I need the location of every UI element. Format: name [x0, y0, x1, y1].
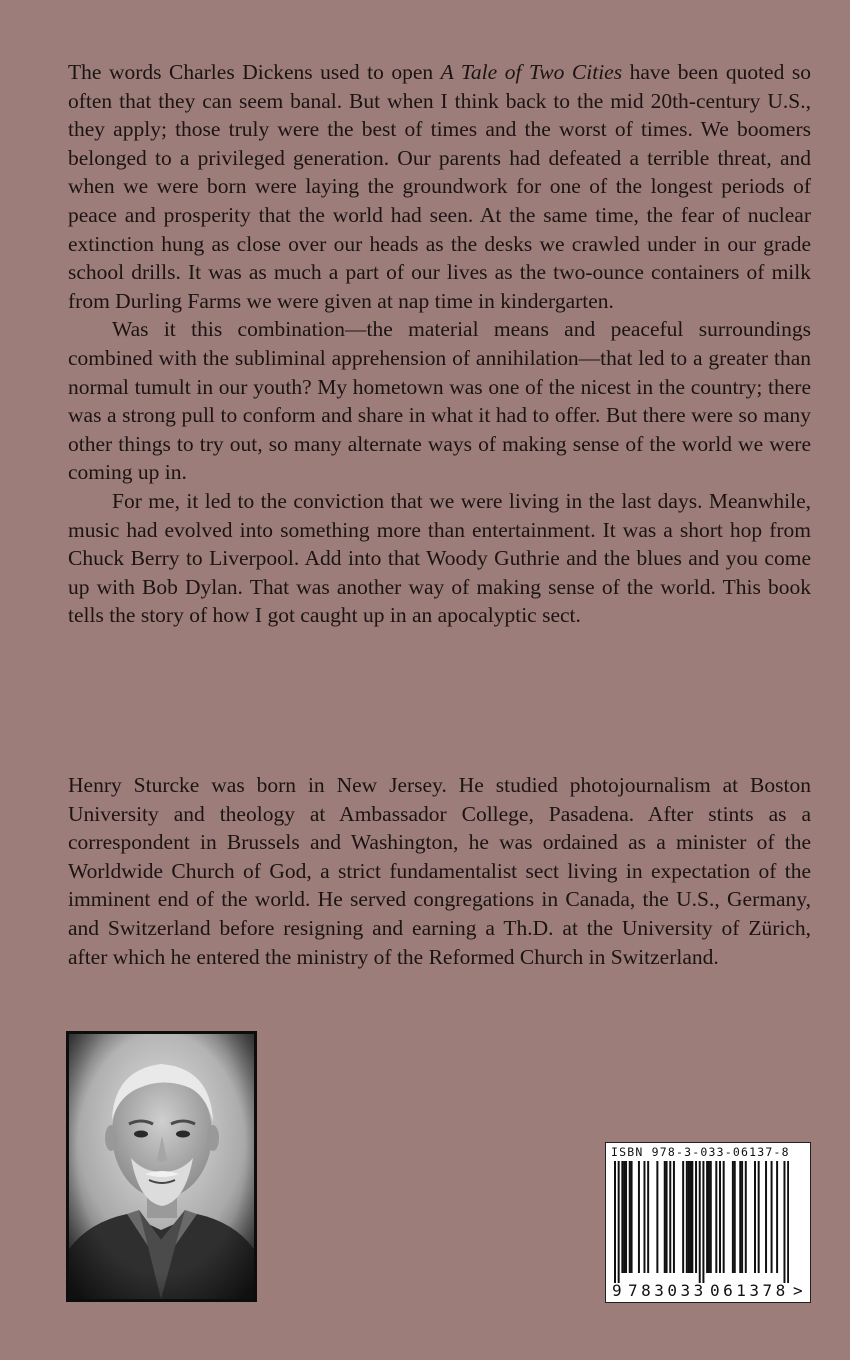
barcode-bar-39: [783, 1161, 785, 1283]
barcode-bar-32: [741, 1161, 743, 1273]
blurb-paragraph-3: For me, it led to the conviction that we were living in the last days. Meanwhile, music had evolved into something more than entertainment. It was a short hop from Chuck Berry to Liverpool. Add into that Woody Guthrie and the blues and you come up with Bob Dylan. That was another way of making sense of the world. This book tells the story of how I got caught up in an apocalyptic sect.: [68, 488, 811, 628]
barcode-bar-1: [618, 1161, 620, 1283]
book-title-reference: A Tale of Two Cities: [440, 60, 623, 84]
barcode-bar-26: [715, 1161, 717, 1273]
author-portrait-image: [69, 1034, 254, 1299]
barcode-bar-12: [666, 1161, 668, 1273]
barcode-bar-24: [708, 1161, 710, 1273]
barcode-bar-4: [625, 1161, 627, 1273]
barcode-bar-17: [688, 1161, 690, 1273]
barcode-bar-3: [623, 1161, 625, 1273]
barcode-bar-14: [673, 1161, 675, 1273]
barcode-bar-5: [629, 1161, 631, 1273]
barcode-bar-11: [664, 1161, 666, 1273]
barcode-bar-0: [614, 1161, 616, 1283]
barcode-digit-first: 9: [612, 1281, 622, 1300]
barcode-bar-20: [695, 1161, 697, 1273]
barcode-bars: [614, 1161, 789, 1283]
barcode-bar-29: [732, 1161, 734, 1273]
author-bio: [68, 771, 811, 971]
barcode-bar-13: [669, 1161, 671, 1273]
barcode-bar-34: [754, 1161, 756, 1273]
barcode-digits-left: 783033: [628, 1281, 707, 1300]
barcode-bar-40: [787, 1161, 789, 1283]
barcode-bar-35: [758, 1161, 760, 1273]
barcode-bar-16: [686, 1161, 688, 1273]
barcode-bar-9: [647, 1161, 649, 1273]
barcode-bar-22: [702, 1161, 704, 1283]
barcode-bar-8: [643, 1161, 645, 1273]
barcode-bar-30: [734, 1161, 736, 1273]
barcode-bar-28: [723, 1161, 725, 1273]
barcode-digits-right: 061378: [710, 1281, 789, 1300]
barcode-bar-7: [638, 1161, 640, 1273]
blurb-p1-rest: have been quoted so often that they can seem banal. But when I think back to the mid 20th-century U.S., they apply; those truly were the best of times and the worst of times. We boomers belonged to a privileged generation. Our parents had defeated a terrible threat, and when we were born were laying the groundwork for one of the longest periods of peace and prosperity that the world had seen. At the same time, the fear of nuclear extinction hung as close over our heads as the desks we crawled under in our grade school drills. It was as much a part of our lives as the two-ounce containers of milk from Durling Farms we were given at nap time in kindergarten.: [68, 60, 811, 313]
barcode-bar-25: [710, 1161, 712, 1273]
blurb-paragraph-1: [68, 58, 811, 315]
barcode-bar-38: [776, 1161, 778, 1273]
barcode-bar-33: [745, 1161, 747, 1273]
barcode-bar-23: [706, 1161, 708, 1273]
barcode-bar-21: [699, 1161, 701, 1283]
author-photo: [66, 1031, 257, 1302]
barcode-bar-19: [691, 1161, 693, 1273]
barcode-bar-2: [621, 1161, 623, 1273]
barcode-bar-31: [739, 1161, 741, 1273]
barcode-bar-6: [631, 1161, 633, 1273]
barcode-bar-10: [656, 1161, 658, 1273]
blurb-paragraph-2: Was it this combination—the material means and peaceful surroundings combined with the subliminal apprehension of annihilation—that led to a greater than normal tumult in our youth? My hometown was one of the nicest in the country; there was a strong pull to conform and share in what it had to offer. But there were so many other things to try out, so many alternate ways of making sense of the world we were coming up in.: [68, 317, 811, 485]
barcode-bar-18: [690, 1161, 692, 1273]
blurb-p1-intro: The words Charles Dickens used to open: [68, 60, 441, 84]
barcode-quiet-zone-arrow: >: [793, 1281, 803, 1300]
back-cover-blurb: [68, 58, 811, 630]
barcode-bar-15: [682, 1161, 684, 1273]
barcode-bar-27: [719, 1161, 721, 1273]
barcode-bar-37: [771, 1161, 773, 1273]
barcode-bar-36: [765, 1161, 767, 1273]
isbn-barcode: [605, 1142, 811, 1303]
author-bio-text: Henry Sturcke was born in New Jersey. He studied photojournalism at Boston University and theology at Ambassador College, Pasadena. After stints as a correspondent in Brussels and Washington, he was ordained as a minister of the Worldwide Church of God, a strict fundamentalist sect living in expectation of the imminent end of the world. He served congregations in Canada, the U.S., Germany, and Switzerland before resigning and earning a Th.D. at the University of Zürich, after which he entered the ministry of the Reformed Church in Switzerland.: [68, 773, 811, 969]
isbn-label: ISBN 978-3-033-06137-8: [611, 1145, 790, 1159]
